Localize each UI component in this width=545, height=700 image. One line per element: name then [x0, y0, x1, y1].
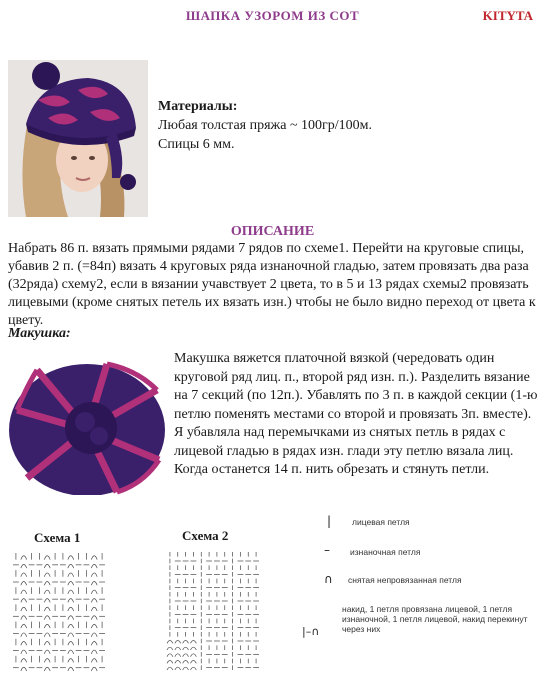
description-title: ОПИСАНИЕ [230, 224, 315, 239]
scheme1-title: Схема 1 [34, 530, 81, 545]
purl-stitch-icon: – [324, 543, 330, 557]
legend-slipped-label: снятая непровязанная петля [348, 575, 462, 585]
author-name: KITYTA [482, 8, 533, 23]
legend-cross-label: накид, 1 петля провязана лицевой, 1 петля изнаночной, 1 петля лицевой, накид перекинут через них [342, 604, 528, 634]
materials-yarn: Любая толстая пряжа ~ 100гр/100м. [158, 118, 373, 133]
scheme2-title: Схема 2 [182, 528, 229, 543]
description-text: Набрать 86 п. вязать прямыми рядами 7 рядов по схеме1. Перейти на круговые спицы, убавив 2 п. (=84п) вязать 4 круговых ряда изнаночной гладью, затем провязать два раза (32ряда) схему2, если в вязании учавствует 2 цвета, то в 5 и 13 рядах схемы2 провязать лицевыми (кроме снятых петель их вязать изн.) чтобы не было видно переход от цвета к цвету. [8, 241, 536, 328]
legend-knit-label: лицевая петля [352, 517, 410, 527]
materials-needles: Спицы 6 мм. [158, 137, 235, 152]
legend-purl-label: изнаночная петля [350, 547, 421, 557]
materials-title: Материалы: [158, 99, 238, 114]
page-title: ШАПКА УЗОРОМ ИЗ СОТ [185, 8, 360, 23]
cross-stitch-icon: |–∩ [302, 625, 320, 638]
crown-title: Макушка: [8, 326, 71, 341]
slipped-stitch-icon: ∩ [324, 572, 333, 586]
knit-stitch-icon: | [327, 514, 332, 528]
crown-text: Макушка вяжется платочной вязкой (чередовать один круговой ряд лиц. п., второй ряд изн. п.). Разделить вязание на 7 секций (по 12п.). Убавлять по 3 п. в каждой секции (1-ю петлю поменять местами со второй и провязать 3п. вместе). Я убавляла над перемычками из снятых петль в рядах с лицевой гладью в рядах изн. глади эту петлю вязала лиц. Когда останется 14 п. нить обрезать и стянуть петли. [174, 351, 538, 477]
